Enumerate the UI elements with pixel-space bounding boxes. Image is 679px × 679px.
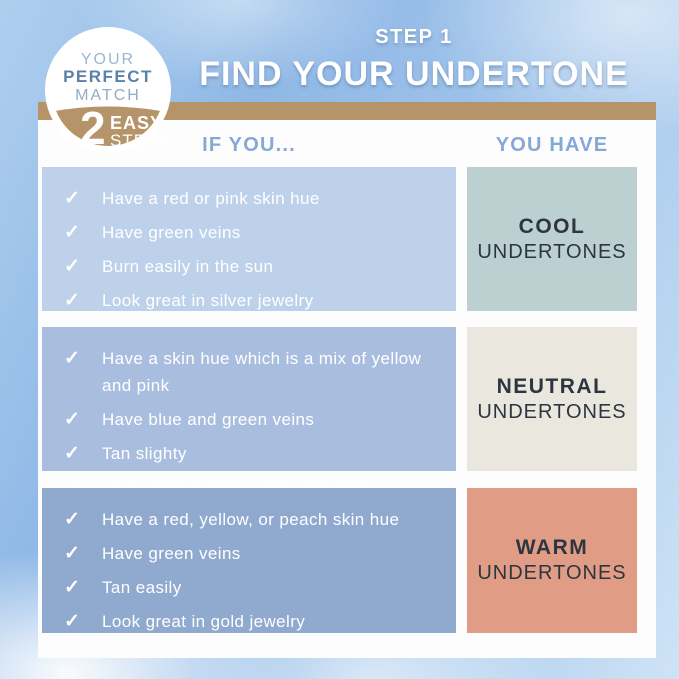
list-item: ✓ Have a red or pink skin hue [64,185,438,212]
check-icon: ✓ [64,577,81,598]
check-icon: ✓ [64,509,81,530]
check-icon: ✓ [64,409,81,430]
result-subtitle: UNDERTONES [477,240,627,263]
checklist-neutral [42,327,456,471]
step-label: STEP 1 [375,26,453,48]
list-item: ✓ Tan easily [64,574,438,601]
badge-steps: STEPS [110,131,171,150]
checklist-warm [42,488,456,633]
result-cool-undertones [467,167,637,311]
result-warm-undertones [467,488,637,633]
badge-easy: EASY [110,113,164,133]
check-icon: ✓ [64,611,81,632]
result-neutral-undertones [467,327,637,471]
list-item: ✓ Have blue and green veins [64,406,438,433]
check-icon: ✓ [64,290,81,311]
check-icon: ✓ [64,188,81,209]
check-icon: ✓ [64,443,81,464]
list-item: ✓ Look great in silver jewelry [64,287,438,314]
check-list [64,185,438,314]
list-item: ✓ Look great in gold jewelry [64,608,438,635]
badge-line2: PERFECT [63,67,153,86]
list-item: ✓ Have a skin hue which is a mix of yellow and pink [64,345,438,399]
list-item: ✓ Have a red, yellow, or peach skin hue [64,506,438,533]
result-title: WARM [515,536,589,559]
page-header [172,26,656,94]
list-item: ✓ Tan slighty [64,440,438,467]
check-list [64,345,438,501]
column-header-if-you: IF YOU... [202,134,296,156]
page-title: FIND YOUR UNDERTONE [199,55,629,93]
badge-number: 2 [80,102,106,154]
list-item: ✓ Have green veins [64,219,438,246]
list-item: ✓ Burn easily in the sun [64,253,438,280]
checklist-cool [42,167,456,311]
badge-line1: YOUR [80,51,136,68]
check-icon: ✓ [64,348,81,369]
check-icon: ✓ [64,222,81,243]
result-subtitle: UNDERTONES [477,562,627,584]
badge-line3: MATCH [75,87,141,104]
result-title: COOL [518,214,586,238]
list-item: ✓ Have green veins [64,540,438,567]
check-list [64,506,438,635]
result-subtitle: UNDERTONES [477,400,627,423]
result-title: NEUTRAL [496,374,608,398]
check-icon: ✓ [64,543,81,564]
column-header-you-have: YOU HAVE [495,134,609,156]
check-icon: ✓ [64,256,81,277]
